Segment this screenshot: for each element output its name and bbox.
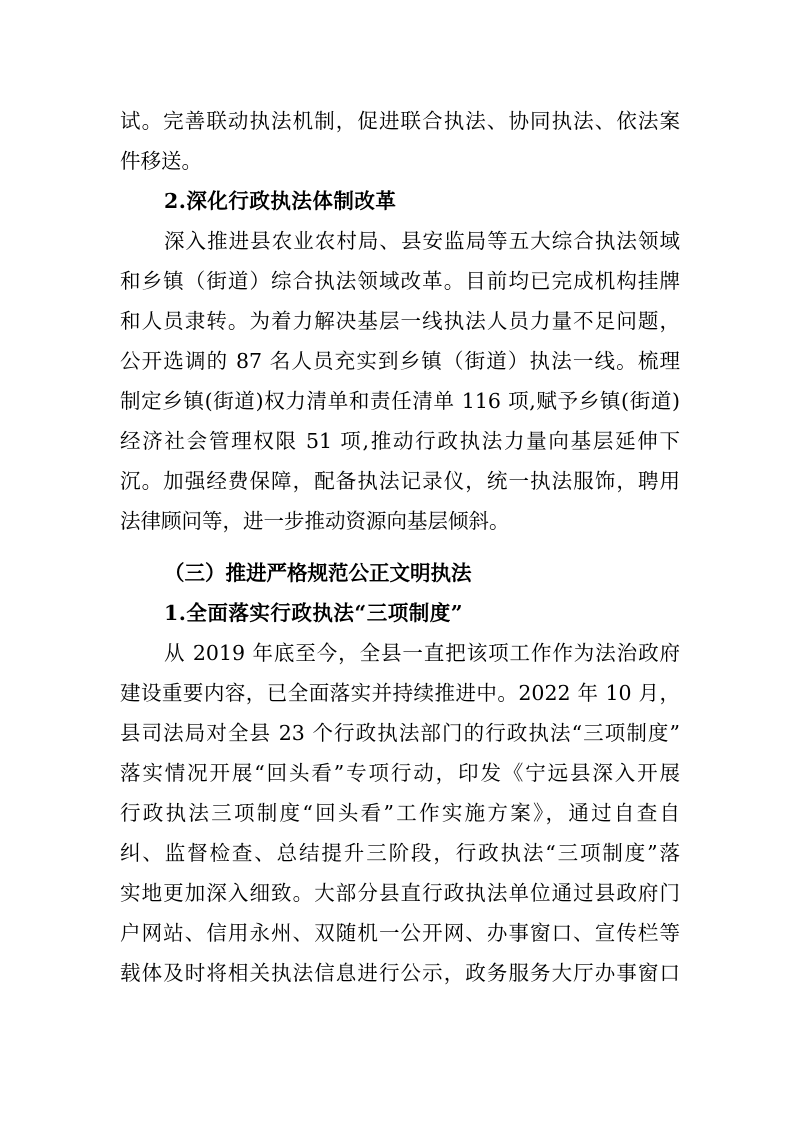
paragraph-line: 户网站、信用永州、双随机一公开网、办事窗口、宣传栏等	[120, 921, 680, 945]
paragraph-line: 载体及时将相关执法信息进行公示，政务服务大厅办事窗口	[120, 961, 680, 985]
paragraph-line: 深入推进县农业农村局、县安监局等五大综合执法领域	[164, 229, 680, 253]
paragraph-line: 经济社会管理权限 51 项,推动行政执法力量向基层延伸下	[120, 429, 680, 453]
paragraph-line: 行政执法三项制度“回头看”工作实施方案》，通过自查自	[120, 801, 680, 825]
paragraph-line: 建设重要内容，已全面落实并持续推进中。2022 年 10 月，	[120, 681, 680, 705]
paragraph-line: 公开选调的 87 名人员充实到乡镇（街道）执法一线。梳理	[120, 349, 680, 373]
paragraph-line: 纠、监督检查、总结提升三阶段，行政执法“三项制度”落	[120, 841, 680, 865]
section-heading: 2.深化行政执法体制改革	[164, 189, 397, 213]
paragraph-line: 试。完善联动执法机制，促进联合执法、协同执法、依法案	[120, 109, 680, 133]
paragraph-line: 和人员隶转。为着力解决基层一线执法人员力量不足问题，	[120, 309, 680, 333]
paragraph-line: 件移送。	[120, 149, 202, 173]
paragraph-line: 和乡镇（街道）综合执法领域改革。目前均已完成机构挂牌	[120, 269, 680, 293]
paragraph-line: 实地更加深入细致。大部分县直行政执法单位通过县政府门	[120, 881, 680, 905]
paragraph-line: 沉。加强经费保障，配备执法记录仪，统一执法服饰，聘用	[120, 469, 680, 493]
paragraph-line: 法律顾问等，进一步推动资源向基层倾斜。	[120, 509, 510, 533]
paragraph-line: 县司法局对全县 23 个行政执法部门的行政执法“三项制度”	[120, 721, 680, 745]
paragraph-line: 落实情况开展“回头看”专项行动，印发《宁远县深入开展	[120, 761, 680, 785]
subsection-heading: 1.全面落实行政执法“三项制度”	[164, 601, 463, 625]
paragraph-line: 从 2019 年底至今，全县一直把该项工作作为法治政府	[164, 641, 680, 665]
paragraph-line: 制定乡镇(街道)权力清单和责任清单 116 项,赋予乡镇(街道)	[120, 389, 680, 413]
section-heading: （三）推进严格规范公正文明执法	[164, 561, 472, 585]
